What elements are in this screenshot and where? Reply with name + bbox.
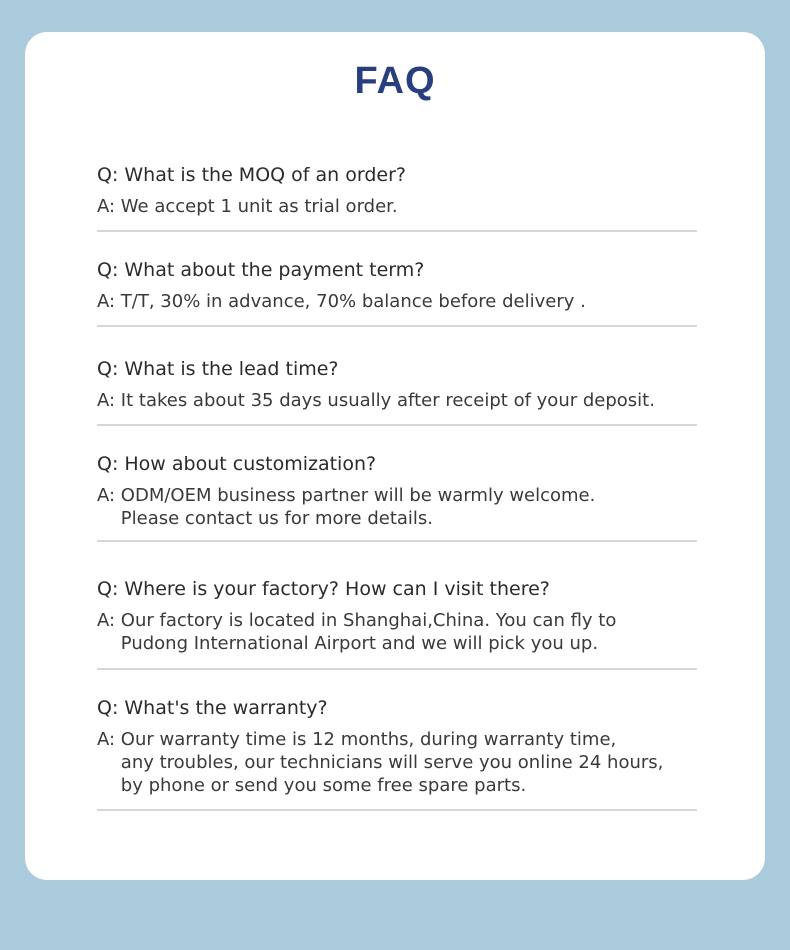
answer-line: Please contact us for more details. xyxy=(120,508,434,529)
faq-answer xyxy=(97,290,697,313)
faq-answer xyxy=(97,728,697,797)
answer-line: It takes about 35 days usually after receipt of your deposit. xyxy=(120,390,655,411)
answer-prefix: A: xyxy=(97,729,121,750)
answer-line: ODM/OEM business partner will be warmly welcome. xyxy=(120,485,596,506)
faq-item-customization xyxy=(97,452,697,530)
faq-answer xyxy=(97,195,697,218)
faq-item-factory-location xyxy=(97,577,697,655)
answer-prefix: A: xyxy=(97,390,121,411)
faq-question: Q: What about the payment term? xyxy=(97,259,425,281)
faq-answer xyxy=(97,609,697,655)
faq-item-lead-time xyxy=(97,357,697,412)
faq-answer xyxy=(97,484,697,530)
faq-item-payment-term xyxy=(97,258,697,313)
answer-prefix: A: xyxy=(97,485,121,506)
answer-line: by phone or send you some free spare parts. xyxy=(120,775,527,796)
answer-line: T/T, 30% in advance, 70% balance before delivery . xyxy=(120,291,586,312)
faq-item-warranty xyxy=(97,696,697,797)
divider xyxy=(97,230,697,232)
answer-line: Our factory is located in Shanghai,China. You can fly to xyxy=(120,610,617,631)
answer-line: Our warranty time is 12 months, during warranty time, xyxy=(120,729,617,750)
answer-prefix: A: xyxy=(97,610,121,631)
faq-item-moq xyxy=(97,163,697,218)
divider xyxy=(97,668,697,670)
page-title: FAQ xyxy=(354,60,436,102)
divider xyxy=(97,540,697,542)
faq-question: Q: Where is your factory? How can I visit there? xyxy=(97,578,550,600)
faq-question: Q: What is the lead time? xyxy=(97,358,339,380)
faq-question: Q: What is the MOQ of an order? xyxy=(97,164,406,186)
faq-question: Q: How about customization? xyxy=(97,453,377,475)
divider xyxy=(97,325,697,327)
faq-question: Q: What's the warranty? xyxy=(97,697,328,719)
faq-answer xyxy=(97,389,697,412)
answer-prefix: A: xyxy=(97,291,121,312)
divider xyxy=(97,809,697,811)
divider xyxy=(97,424,697,426)
answer-line: Pudong International Airport and we will pick you up. xyxy=(120,633,599,654)
answer-line: We accept 1 unit as trial order. xyxy=(120,196,398,217)
answer-prefix: A: xyxy=(97,196,121,217)
answer-line: any troubles, our technicians will serve you online 24 hours, xyxy=(120,752,664,773)
